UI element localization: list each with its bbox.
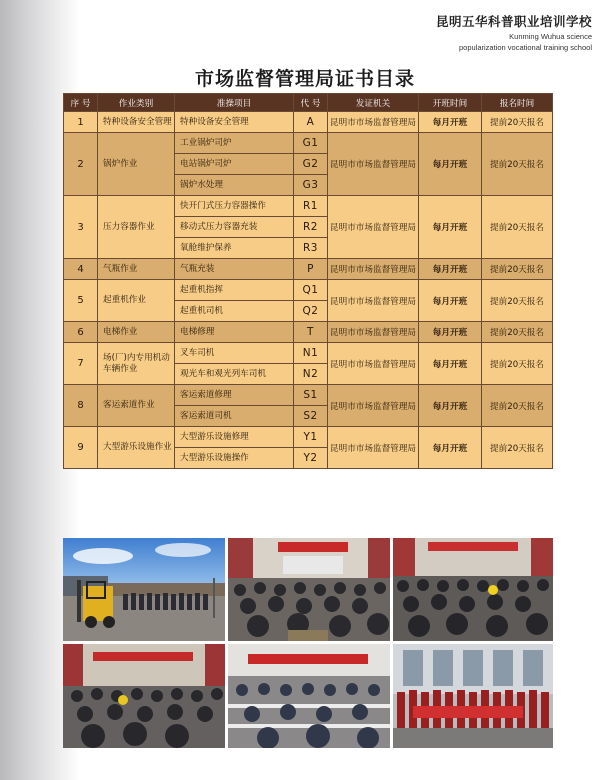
school-name-en-line1: Kunming Wuhua science	[509, 32, 592, 41]
cell-number: 3	[64, 196, 98, 259]
table-row	[64, 427, 553, 448]
cell-signup: 提前20天报名	[482, 385, 553, 427]
table-row	[64, 259, 553, 280]
group-banner-photo	[393, 644, 553, 748]
cell-project: 气瓶充装	[175, 259, 294, 280]
cell-authority: 昆明市市场监督管理局	[328, 196, 419, 259]
cell-code: Y1	[294, 427, 328, 448]
header-cell: 代 号	[294, 94, 328, 112]
school-name-cn: 昆明五华科普职业培训学校	[435, 14, 592, 29]
cell-signup: 提前20天报名	[482, 322, 553, 343]
cell-project: 电站锅炉司炉	[175, 154, 294, 175]
cell-category: 锅炉作业	[98, 133, 175, 196]
cell-class-time: 每月开班	[419, 196, 482, 259]
header-cell: 序 号	[64, 94, 98, 112]
cell-code: R3	[294, 238, 328, 259]
cell-class-time: 每月开班	[419, 322, 482, 343]
cell-category: 客运索道作业	[98, 385, 175, 427]
cell-number: 1	[64, 112, 98, 133]
cell-number: 6	[64, 322, 98, 343]
cell-category: 气瓶作业	[98, 259, 175, 280]
cell-code: G2	[294, 154, 328, 175]
cell-project: 电梯修理	[175, 322, 294, 343]
cell-category: 大型游乐设施作业	[98, 427, 175, 469]
header-cell: 作业类别	[98, 94, 175, 112]
cell-project: 起重机指挥	[175, 280, 294, 301]
table-header-row	[64, 94, 553, 112]
cell-category: 压力容器作业	[98, 196, 175, 259]
cell-project: 起重机司机	[175, 301, 294, 322]
cell-signup: 提前20天报名	[482, 259, 553, 280]
cell-authority: 昆明市市场监督管理局	[328, 280, 419, 322]
cell-number: 2	[64, 133, 98, 196]
table-row	[64, 322, 553, 343]
cell-authority: 昆明市市场监督管理局	[328, 322, 419, 343]
table-body	[64, 112, 553, 469]
cell-code: A	[294, 112, 328, 133]
cell-project: 客运索道司机	[175, 406, 294, 427]
page-title: 市场监督管理局证书目录	[194, 68, 415, 90]
cell-code: Q1	[294, 280, 328, 301]
cell-number: 8	[64, 385, 98, 427]
cell-code: G1	[294, 133, 328, 154]
school-name-en-line2: popularization vocational training school	[458, 43, 592, 52]
classroom-photo-4	[228, 644, 390, 748]
cell-signup: 提前20天报名	[482, 427, 553, 469]
cell-signup: 提前20天报名	[482, 196, 553, 259]
cell-signup: 提前20天报名	[482, 112, 553, 133]
cell-number: 5	[64, 280, 98, 322]
cell-project: 锅炉水处理	[175, 175, 294, 196]
cell-signup: 提前20天报名	[482, 133, 553, 196]
forklift-training-photo	[63, 538, 225, 641]
table-row	[64, 343, 553, 364]
cell-class-time: 每月开班	[419, 343, 482, 385]
cell-class-time: 每月开班	[419, 112, 482, 133]
table-row	[64, 133, 553, 154]
header-cell: 报名时间	[482, 94, 553, 112]
cell-code: P	[294, 259, 328, 280]
cell-authority: 昆明市市场监督管理局	[328, 385, 419, 427]
cell-project: 叉车司机	[175, 343, 294, 364]
cell-code: Q2	[294, 301, 328, 322]
cell-project: 工业锅炉司炉	[175, 133, 294, 154]
cell-authority: 昆明市市场监督管理局	[328, 133, 419, 196]
cell-class-time: 每月开班	[419, 280, 482, 322]
cell-code: S2	[294, 406, 328, 427]
classroom-photo-2	[393, 538, 553, 641]
header-cell: 发证机关	[328, 94, 419, 112]
cell-project: 客运索道修理	[175, 385, 294, 406]
cell-code: R2	[294, 217, 328, 238]
cell-authority: 昆明市市场监督管理局	[328, 343, 419, 385]
table-row	[64, 196, 553, 217]
cell-authority: 昆明市市场监督管理局	[328, 112, 419, 133]
cell-category: 起重机作业	[98, 280, 175, 322]
cell-code: T	[294, 322, 328, 343]
cell-project: 观光车和观光列车司机	[175, 364, 294, 385]
cell-code: Y2	[294, 448, 328, 469]
cell-project: 快开门式压力容器操作	[175, 196, 294, 217]
cell-project: 氧舱维护保养	[175, 238, 294, 259]
cell-category: 电梯作业	[98, 322, 175, 343]
table-row	[64, 385, 553, 406]
cell-category: 特种设备安全管理	[98, 112, 175, 133]
table-row	[64, 280, 553, 301]
cell-code: N1	[294, 343, 328, 364]
cell-class-time: 每月开班	[419, 385, 482, 427]
cell-project: 大型游乐设施操作	[175, 448, 294, 469]
header-cell: 开班时间	[419, 94, 482, 112]
cell-authority: 昆明市市场监督管理局	[328, 259, 419, 280]
cell-code: N2	[294, 364, 328, 385]
cell-class-time: 每月开班	[419, 133, 482, 196]
classroom-photo-1	[228, 538, 390, 641]
table-row	[64, 112, 553, 133]
cell-number: 4	[64, 259, 98, 280]
cell-class-time: 每月开班	[419, 427, 482, 469]
cell-project: 特种设备安全管理	[175, 112, 294, 133]
cell-class-time: 每月开班	[419, 259, 482, 280]
cell-project: 移动式压力容器充装	[175, 217, 294, 238]
cell-number: 9	[64, 427, 98, 469]
classroom-photo-3	[63, 644, 225, 748]
cell-code: G3	[294, 175, 328, 196]
header-cell: 准操项目	[175, 94, 294, 112]
school-name-block	[436, 12, 592, 52]
cell-code: S1	[294, 385, 328, 406]
cell-category: 场(厂)内专用机动车辆作业	[98, 343, 175, 385]
cell-code: R1	[294, 196, 328, 217]
certificate-table	[63, 93, 553, 469]
cell-signup: 提前20天报名	[482, 343, 553, 385]
cell-signup: 提前20天报名	[482, 280, 553, 322]
cell-authority: 昆明市市场监督管理局	[328, 427, 419, 469]
cell-number: 7	[64, 343, 98, 385]
cell-project: 大型游乐设施修理	[175, 427, 294, 448]
